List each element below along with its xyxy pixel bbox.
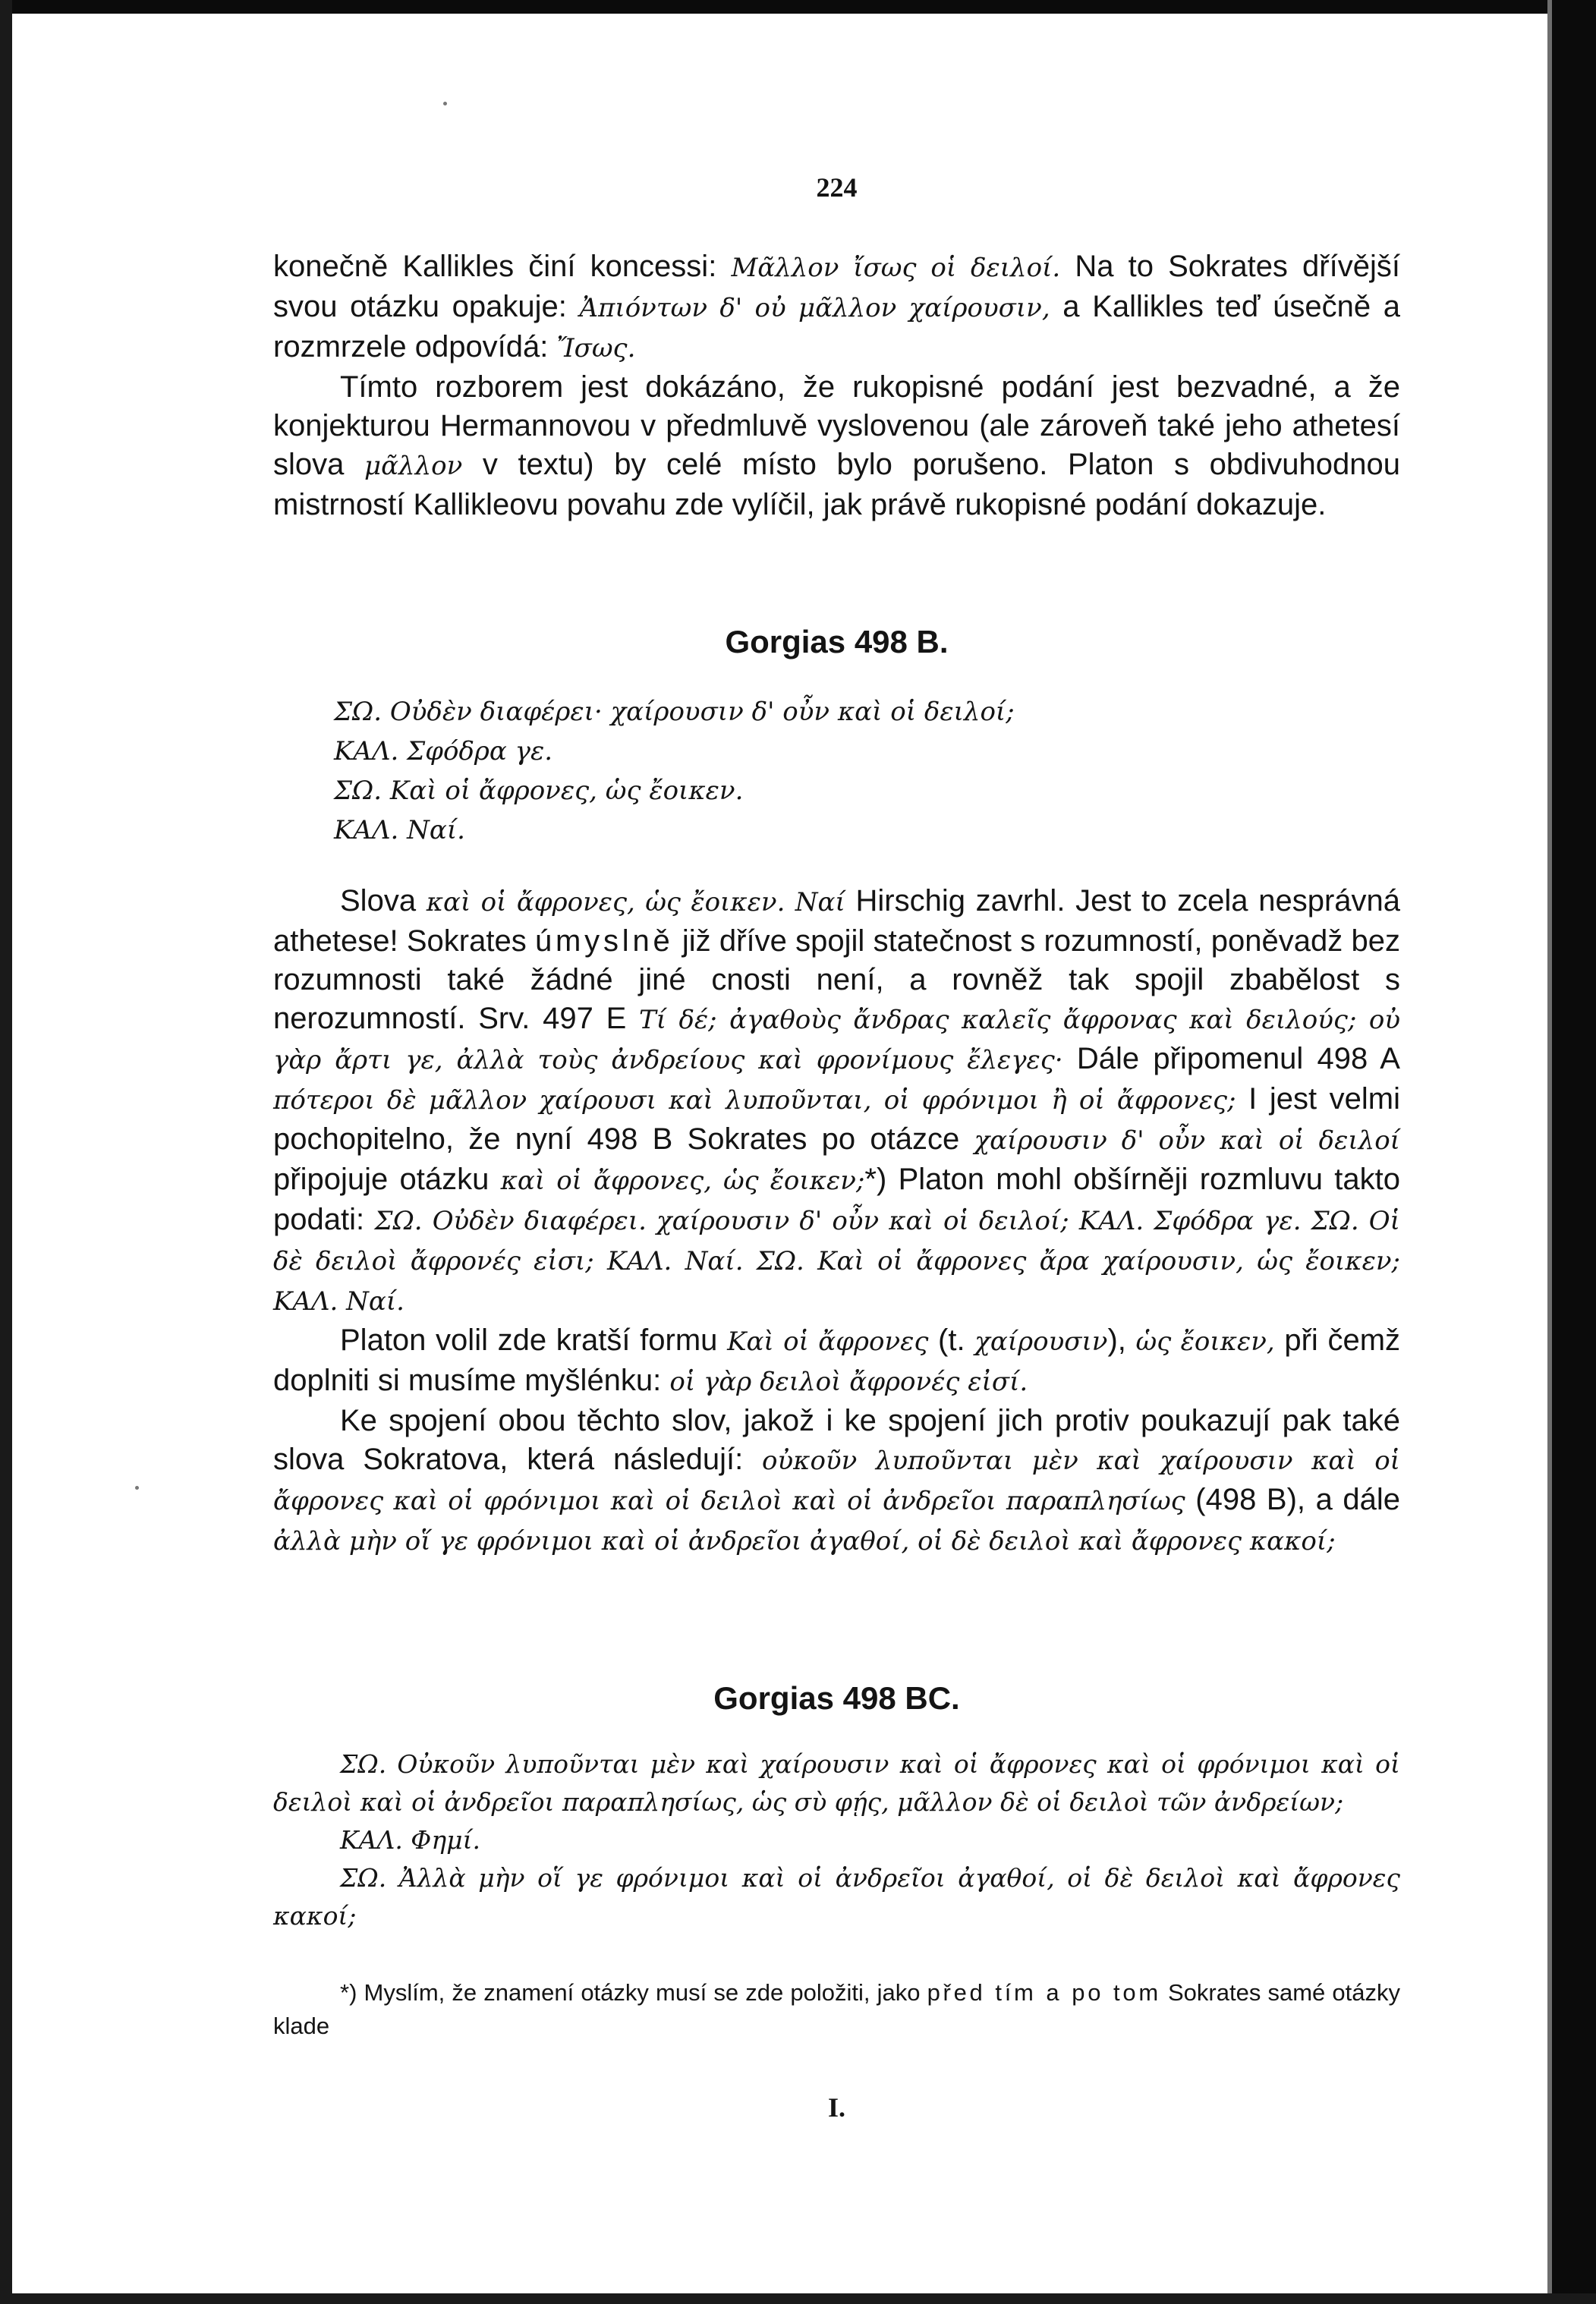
greek-quote: Καὶ οἱ ἄφρονες bbox=[727, 1327, 929, 1357]
scan-speck bbox=[443, 102, 447, 105]
signature-mark: I. bbox=[827, 2092, 845, 2123]
scan-edge-top bbox=[0, 0, 1596, 14]
text-run: Slova bbox=[340, 884, 427, 918]
dialogue-498b bbox=[334, 692, 1396, 850]
text-run: *) Myslím, že znamení otázky musí se zde položiti, jako bbox=[340, 1979, 927, 2006]
greek-quote: οὐκοῦν λυποῦνται μὲν καὶ χαίρουσιν καὶ οἱ ἄφρονες καὶ οἱ φρόνιμοι καὶ οἱ δειλοὶ καὶ οἱ ἀνδρεῖοι παραπλησίως bbox=[273, 1446, 1400, 1516]
greek-quote: Μᾶλλον ἴσως οἱ δειλοί. bbox=[731, 253, 1061, 283]
greek-quote: καὶ οἱ ἄφρονες, ὡς ἔοικεν; bbox=[500, 1166, 865, 1196]
greek-quote: χαίρουσιν bbox=[974, 1327, 1108, 1357]
emphasis-spaced: úmyslně bbox=[535, 924, 674, 958]
text-run: Sokrates samé otázky klade bbox=[273, 1979, 1400, 2039]
scan-edge-right bbox=[1552, 0, 1596, 2304]
commentary-paragraph-1 bbox=[273, 882, 1400, 1321]
greek-quote: ὡς ἔοικεν, bbox=[1135, 1327, 1275, 1357]
emphasis-spaced: před tím a po tom bbox=[927, 1979, 1161, 2006]
greek-quote: ἀλλὰ μὴν οἵ γε φρόνιμοι καὶ οἱ ἀνδρεῖοι ἀγαθοί, οἱ δὲ δειλοὶ καὶ ἄφρονες κακοί; bbox=[273, 1526, 1336, 1556]
greek-quote: καὶ οἱ ἄφρονες, ὡς ἔοικεν. Ναί bbox=[426, 887, 845, 918]
greek-quote: Ἀπιόντων δ' οὐ μᾶλλον χαίρουσιν, bbox=[579, 293, 1050, 323]
text-run: I jest velmi pochopitelno, že nyní 498 B Sokrates po otázce bbox=[273, 1082, 1400, 1156]
text-run: již dříve spojil statečnost s rozumností, poněvadž bez rozumnosti také žádné jiné cnosti není, a rovněž tak spojil zbabělost s nerozumností. Srv. 497 E bbox=[273, 924, 1401, 1035]
text-run: (t. bbox=[928, 1324, 975, 1357]
greek-quote: Ἴσως. bbox=[556, 333, 636, 364]
section-heading-498b: Gorgias 498 B. bbox=[725, 624, 949, 659]
intro-paragraph-1 bbox=[273, 247, 1400, 368]
footnote-text bbox=[273, 1976, 1400, 2043]
page-number: 224 bbox=[816, 172, 858, 203]
text-run: konečně Kallikles činí koncessi: bbox=[273, 250, 732, 283]
dialogue-line: ΣΩ. Ἀλλὰ μὴν οἵ γε φρόνιμοι καὶ οἱ ἀνδρεῖοι ἀγαθοί, οἱ δὲ δειλοὶ καὶ ἄφρονες κακοί; bbox=[273, 1863, 1400, 1931]
intro-paragraph-2 bbox=[273, 368, 1400, 524]
text-run: při čemž doplniti si musíme myšlénku: bbox=[273, 1324, 1401, 1397]
text-run: ), bbox=[1107, 1324, 1136, 1357]
greek-quote: χαίρουσιν δ' οὖν καὶ οἱ δειλοί bbox=[974, 1125, 1400, 1156]
commentary-paragraph-3 bbox=[273, 1402, 1400, 1561]
intro-block bbox=[273, 247, 1400, 524]
text-run: a Kallikles teď úsečně a rozmrzele odpovídá: bbox=[273, 290, 1400, 364]
text-run: připojuje otázku bbox=[273, 1163, 501, 1196]
greek-quote: οἱ γὰρ δειλοὶ ἄφρονές εἰσί. bbox=[669, 1367, 1028, 1397]
greek-quote: Τί δέ; ἀγαθοὺς ἄνδρας καλεῖς ἄφρονας καὶ δειλούς; οὐ γὰρ ἄρτι γε, ἀλλὰ τοὺς ἀνδρείους καὶ φρονίμους ἔλεγες· bbox=[273, 1005, 1400, 1075]
text-run: Hirschig zavrhl. Jest to zcela nesprávná athetese! Sokrates bbox=[273, 884, 1401, 958]
greek-quote: ΣΩ. Οὐδὲν διαφέρει. χαίρουσιν δ' οὖν καὶ οἱ δειλοί; ΚΑΛ. Σφόδρα γε. ΣΩ. Οἱ δὲ δειλοὶ ἄφρονές εἰσι; ΚΑΛ. Ναί. ΣΩ. Καὶ οἱ ἄφρονες ἄρα χαίρουσιν, ὡς ἔοικεν; ΚΑΛ. Ναί. bbox=[273, 1206, 1400, 1317]
dialogue-line: ΚΑΛ. Φημί. bbox=[340, 1825, 480, 1855]
text-run: Na to Sokrates dřívější svou otázku opakuje: bbox=[273, 250, 1400, 323]
dialogue-line: ΣΩ. Καὶ οἱ ἄφρονες, ὡς ἔοικεν. bbox=[334, 776, 744, 806]
text-run: *) Platon mohl obšírněji rozmluvu takto podati: bbox=[273, 1163, 1400, 1236]
text-run: Dále připomenul 498 A bbox=[1062, 1042, 1400, 1075]
commentary-block bbox=[273, 882, 1400, 1561]
dialogue-line: ΚΑΛ. Ναί. bbox=[334, 815, 465, 845]
footnote bbox=[273, 1976, 1400, 2043]
dialogue-line: ΣΩ. Οὐκοῦν λυποῦνται μὲν καὶ χαίρουσιν καὶ οἱ ἄφρονες καὶ οἱ φρόνιμοι καὶ οἱ δειλοὶ καὶ οἱ ἀνδρεῖοι παραπλησίως, ὡς σὺ φῄς, μᾶλλον δὲ οἱ δειλοὶ τῶν ἀνδρείων; bbox=[273, 1749, 1400, 1817]
greek-quote: πότεροι δὲ μᾶλλον χαίρουσι καὶ λυποῦνται, οἱ φρόνιμοι ἢ οἱ ἄφρονες; bbox=[273, 1085, 1236, 1116]
text-run: v textu) by celé místo bylo porušeno. Platon s obdivuhodnou mistrností Kallikleovu povahu zde vylíčil, jak právě rukopisné podání dokazuje. bbox=[273, 448, 1400, 521]
greek-quote: μᾶλλον bbox=[364, 451, 463, 481]
section-heading-498bc: Gorgias 498 BC. bbox=[713, 1680, 960, 1716]
text-run: Tímto rozborem jest dokázáno, že rukopisné podání jest bezvadné, a že konjekturou Hermannovou v předmluvě vyslovenou (ale zároveň také jeho athetesí slova bbox=[273, 370, 1400, 481]
scan-edge-left bbox=[0, 0, 12, 2304]
text-run: (498 B), a dále bbox=[1185, 1483, 1400, 1516]
dialogue-line: ΚΑΛ. Σφόδρα γε. bbox=[334, 736, 553, 766]
dialogue-line: ΣΩ. Οὐδὲν διαφέρει· χαίρουσιν δ' οὖν καὶ οἱ δειλοί; bbox=[334, 697, 1015, 727]
dialogue-498bc bbox=[273, 1745, 1400, 1935]
scan-edge-bottom bbox=[0, 2293, 1596, 2304]
text-run: Platon volil zde kratší formu bbox=[340, 1324, 728, 1357]
text-run: Ke spojení obou těchto slov, jakož i ke spojení jich protiv poukazují pak také slova Sokratova, která následují: bbox=[273, 1404, 1400, 1476]
scan-speck bbox=[135, 1486, 139, 1490]
commentary-paragraph-2 bbox=[273, 1321, 1400, 1402]
